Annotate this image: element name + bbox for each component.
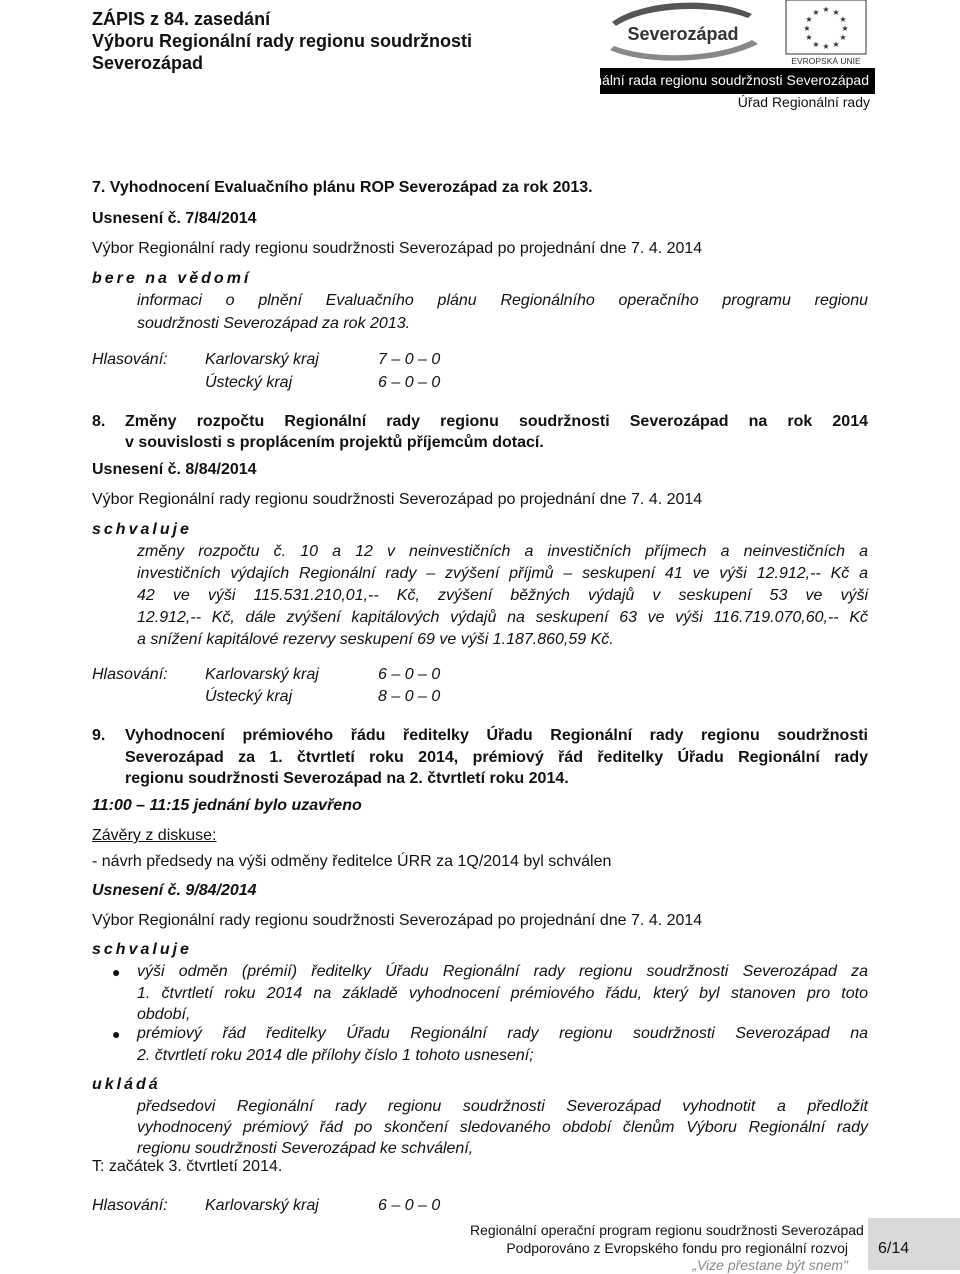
svg-text:★: ★ xyxy=(832,8,840,17)
footer-motto: „Vize přestane být snem" xyxy=(692,1257,848,1273)
footer-line-2: Podporováno z Evropského fondu pro regionální rozvoj xyxy=(506,1240,848,1256)
item8-text-line3: 42 ve výši 115.531.210,01,-- Kč, zvýšení běžných výdajů v seskupení 53 ve výši xyxy=(137,587,868,604)
item8-vote2-result: 8 – 0 – 0 xyxy=(378,688,441,705)
title-line-3: Severozápad xyxy=(92,53,204,73)
item9-vote-label: Hlasování: xyxy=(92,1197,168,1214)
session-closed: 11:00 – 11:15 jednání bylo uzavřeno xyxy=(92,797,362,814)
item8-vote1-result: 6 – 0 – 0 xyxy=(378,666,441,683)
header-bar xyxy=(557,68,875,94)
item9-deadline: T: začátek 3. čtvrtletí 2014. xyxy=(92,1158,283,1175)
item7-heading: 7. Vyhodnocení Evaluačního plánu ROP Severozápad za rok 2013. xyxy=(92,179,593,196)
item8-text-line2: investičních výdajích Regionální rady – zvýšení příjmů – seskupení 41 ve výši 12.912,-- Kč a xyxy=(137,565,868,582)
item9-committee: Výbor Regionální rady regionu soudržnosti Severozápad po projednání dne 7. 4. 2014 xyxy=(92,912,703,929)
svg-text:★: ★ xyxy=(805,33,813,42)
svg-text:★: ★ xyxy=(822,42,830,51)
item8-verb: schvaluje xyxy=(92,521,192,538)
item9-bullet1-line1: výši odměn (prémií) ředitelky Úřadu Regionální rady regionu soudržnosti Severozápad za xyxy=(137,963,868,980)
conclusions-label: Závěry z diskuse: xyxy=(92,827,217,844)
svg-text:★: ★ xyxy=(805,15,813,24)
eu-text: EVROPSKÁ UNIE xyxy=(791,56,861,66)
item8-resolution: Usnesení č. 8/84/2014 xyxy=(92,461,257,478)
item9-number: 9. xyxy=(92,727,106,744)
item8-number: 8. xyxy=(92,413,106,430)
item9-task-line3: regionu soudržnosti Severozápad ke schválení, xyxy=(137,1140,474,1157)
svg-text:★: ★ xyxy=(812,8,820,17)
item7-vote2-region: Ústecký kraj xyxy=(205,374,293,391)
svg-text:★: ★ xyxy=(839,33,847,42)
item7-vote-label: Hlasování: xyxy=(92,351,168,368)
item8-vote1-region: Karlovarský kraj xyxy=(205,666,319,683)
page-header xyxy=(0,0,960,118)
item9-verb2: ukládá xyxy=(92,1076,161,1093)
item9-bullet2-line1: prémiový řád ředitelky Úřadu Regionální rady regionu soudržnosti Severozápad na xyxy=(137,1025,868,1042)
item8-heading-line2: v souvislosti s proplácením projektů příjemcům dotací. xyxy=(125,434,544,451)
item7-resolution: Usnesení č. 7/84/2014 xyxy=(92,210,257,227)
item7-committee: Výbor Regionální rady regionu soudržnosti Severozápad po projednání dne 7. 4. 2014 xyxy=(92,240,703,257)
conclusion-1: - návrh předsedy na výši odměny ředitelce ÚRR za 1Q/2014 byl schválen xyxy=(92,853,612,870)
item9-task-line2: vyhodnocený prémiový řád po skončení sledovaného období členům Výboru Regionální rady xyxy=(137,1119,868,1136)
bullet-dot-1: ● xyxy=(112,964,121,980)
item9-heading-line1: Vyhodnocení prémiového řádu ředitelky Úřadu Regionální rady regionu soudržnosti xyxy=(125,727,868,744)
item7-vote2-result: 6 – 0 – 0 xyxy=(378,374,441,391)
item8-text-line1: změny rozpočtu č. 10 a 12 v neinvestičních a investičních příjmech a neinvestičních a xyxy=(137,543,868,560)
item8-committee: Výbor Regionální rady regionu soudržnosti Severozápad po projednání dne 7. 4. 2014 xyxy=(92,491,703,508)
title-line-1: ZÁPIS z 84. zasedání xyxy=(92,9,271,29)
item7-verb: bere na vědomí xyxy=(92,270,252,287)
item8-heading-line1: Změny rozpočtu Regionální rady regionu soudržnosti Severozápad na rok 2014 xyxy=(125,413,868,430)
title-line-2: Výboru Regionální rady regionu soudržnosti xyxy=(92,31,473,51)
item8-text-line5: a snížení kapitálové rezervy seskupení 69 ve výši 1.187.860,59 Kč. xyxy=(137,631,614,648)
svg-text:★: ★ xyxy=(839,15,847,24)
svg-text:★: ★ xyxy=(812,40,820,49)
item9-resolution: Usnesení č. 9/84/2014 xyxy=(92,882,257,899)
eu-flag-logo xyxy=(780,0,870,66)
item9-vote1-region: Karlovarský kraj xyxy=(205,1197,319,1214)
item9-bullet1-line3: období, xyxy=(137,1006,191,1023)
severozapad-logo xyxy=(602,0,764,66)
page-number-box xyxy=(868,1218,960,1270)
item7-text-line1: informaci o plnění Evaluačního plánu Regionálního operačního programu regionu xyxy=(137,292,868,309)
svg-text:★: ★ xyxy=(832,40,840,49)
item9-verb: schvaluje xyxy=(92,941,192,958)
item9-task-line1: předsedovi Regionální rady regionu soudržnosti Severozápad vyhodnotit a předložit xyxy=(137,1098,868,1115)
item7-text-line2: soudržnosti Severozápad za rok 2013. xyxy=(137,315,411,332)
page-number: 6/14 xyxy=(878,1240,910,1257)
item9-bullet1-line2: 1. čtvrtletí roku 2014 na základě vyhodnocení prémiového řádu, který byl stanoven pro toto xyxy=(137,985,868,1002)
document-title xyxy=(92,8,472,74)
item9-heading-line3: regionu soudržnosti Severozápad na 2. čtvrtletí roku 2014. xyxy=(125,770,569,787)
item8-text-line4: 12.912,-- Kč, dále zvýšení kapitálových výdajů na seskupení 63 ve výši 116.719.070,60,-- Kč xyxy=(137,609,868,626)
item8-vote-label: Hlasování: xyxy=(92,666,168,683)
svg-text:★: ★ xyxy=(803,24,811,33)
item9-heading-line2: Severozápad za 1. čtvrtletí roku 2014, prémiový řád ředitelky Úřadu Regionální rady xyxy=(125,749,868,766)
footer-line-1: Regionální operační program regionu soudržnosti Severozápad xyxy=(470,1222,864,1238)
item9-vote1-result: 6 – 0 – 0 xyxy=(378,1197,441,1214)
item7-vote1-region: Karlovarský kraj xyxy=(205,351,319,368)
item7-vote1-result: 7 – 0 – 0 xyxy=(378,351,441,368)
svg-text:★: ★ xyxy=(822,5,830,14)
office-name: Úřad Regionální rady xyxy=(737,94,870,110)
logo-text: Severozápad xyxy=(627,24,739,44)
item9-bullet2-line2: 2. čtvrtletí roku 2014 dle přílohy číslo 1 tohoto usnesení; xyxy=(137,1047,534,1064)
item8-vote2-region: Ústecký kraj xyxy=(205,688,293,705)
header-bar-text: Regionální rada regionu soudržnosti Severozápad xyxy=(557,72,869,88)
svg-text:★: ★ xyxy=(841,24,849,33)
bullet-dot-2: ● xyxy=(112,1026,121,1042)
